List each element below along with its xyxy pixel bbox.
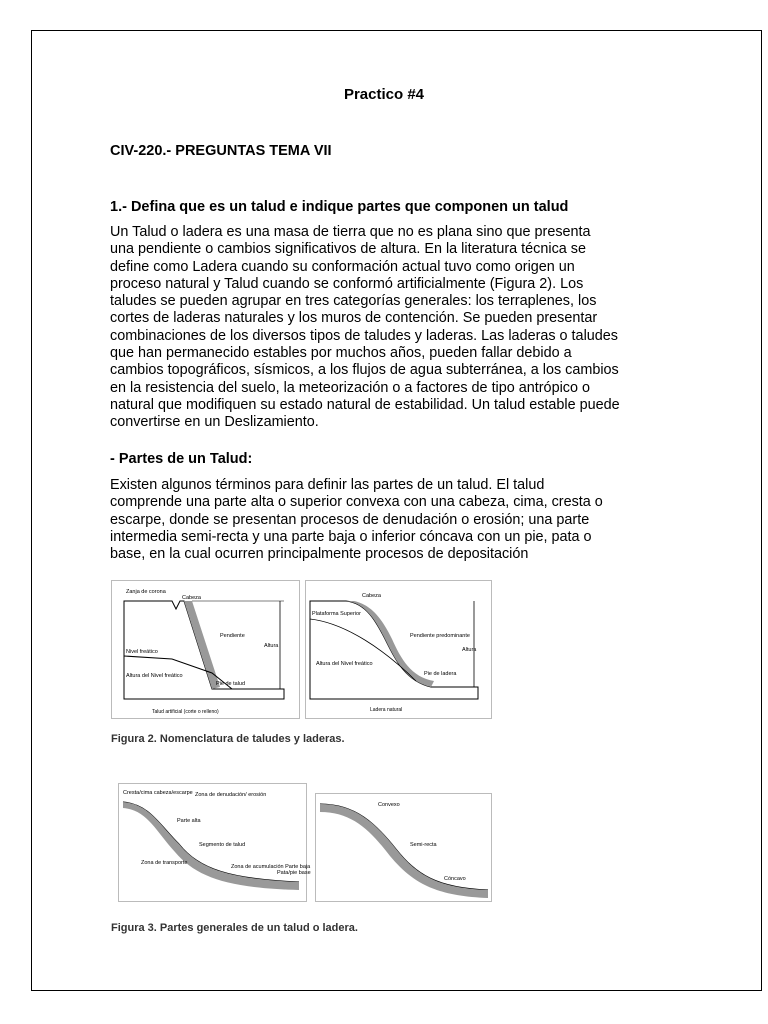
text-line: combinaciones de los diversos tipos de taludes y laderas. Las laderas o taludes (110, 327, 618, 344)
text-line: Un Talud o ladera es una masa de tierra que no es plana sino que presenta (110, 224, 591, 240)
label: Cabeza (362, 593, 381, 599)
figure2-right-diagram (305, 580, 492, 719)
label: Parte alta (177, 818, 201, 824)
figure3-caption: Figura 3. Partes generales de un talud o ladera. (111, 922, 358, 934)
text-line: en la resistencia del suelo, la meteorización o a factores de tipo antrópico o (110, 379, 590, 396)
label: Cóncavo (444, 876, 466, 882)
page-title: Practico #4 (343, 86, 425, 103)
label: Segmento de talud (199, 842, 246, 848)
text-line: cambios topográficos, sísmicos, a los flujos de agua subterránea, a los cambios (110, 362, 619, 379)
label: Convexo (378, 802, 400, 808)
text-line: comprende una parte alta o superior convexa con una cabeza, cima, cresta o (110, 494, 603, 511)
text-line: que han permanecido estables por muchos años, pueden fallar debido a (110, 345, 572, 362)
text-line: escarpe, donde se presentan procesos de denudación o erosión; una parte (110, 511, 590, 528)
label: Altura (462, 647, 477, 653)
label: Altura del Nivel freático (126, 673, 183, 679)
text-line: Existen algunos términos para definir las partes de un talud. El talud (110, 477, 545, 493)
paragraph-definition (110, 224, 620, 432)
subheading-partes: - Partes de un Talud: (110, 451, 253, 467)
label: Zona de acumulación Parte baja (231, 864, 311, 870)
text-line: base, en la cual ocurren principalmente procesos de depositación (110, 546, 529, 563)
text-line: cortes de laderas naturales y los muros de contención. Se pueden presentar (110, 310, 598, 327)
label: Plataforma Superior (312, 611, 361, 617)
figure2-left-diagram (111, 580, 300, 719)
label: Pie de talud (216, 681, 246, 687)
question-heading: 1.- Defina que es un talud e indique partes que componen un talud (110, 199, 569, 215)
label: Pata/pie base (277, 870, 311, 876)
text-line: define como Ladera cuando su conformación actual tuvo como origen un (110, 258, 575, 275)
label: Talud artificial (corte o relleno) (152, 709, 219, 715)
text-line: proceso natural y Talud cuando se conformó artificialmente (Figura 2). Los (110, 275, 584, 292)
text-line: intermedia semi-recta y una parte baja o inferior cóncava con un pie, pata o (110, 528, 592, 545)
label: Nivel freático (126, 649, 158, 655)
text-line: convertirse en un Deslizamiento. (110, 414, 319, 431)
figure3-right-diagram (315, 793, 492, 902)
label: Altura (264, 643, 279, 649)
label: Cabeza (182, 595, 201, 601)
label: Zona de transporte (141, 860, 188, 866)
text-line: una pendiente o cambios significativos de altura. En la literatura técnica se (110, 241, 586, 258)
label: Altura del Nivel freático (316, 661, 373, 667)
label: Cresta/cima cabeza/escarpe (123, 790, 193, 796)
label: Pie de ladera (424, 671, 457, 677)
course-heading: CIV-220.- PREGUNTAS TEMA VII (110, 143, 332, 159)
text-line: taludes se pueden agrupar en tres categorías generales: los terraplenes, los (110, 293, 597, 310)
label: Zona de denudación/ erosión (195, 792, 267, 798)
label: Semi-recta (410, 842, 437, 848)
text-line: natural que modifiquen su estado natural de estabilidad. Un talud estable puede (110, 396, 620, 413)
figure2-caption: Figura 2. Nomenclatura de taludes y laderas. (111, 733, 345, 745)
paragraph-partes (110, 477, 603, 563)
figure3-left-diagram (118, 783, 311, 902)
label: Pendiente predominante (410, 633, 470, 639)
label: Ladera natural (370, 707, 403, 713)
label: Zanja de corona (126, 589, 166, 595)
label: Pendiente (220, 633, 245, 639)
